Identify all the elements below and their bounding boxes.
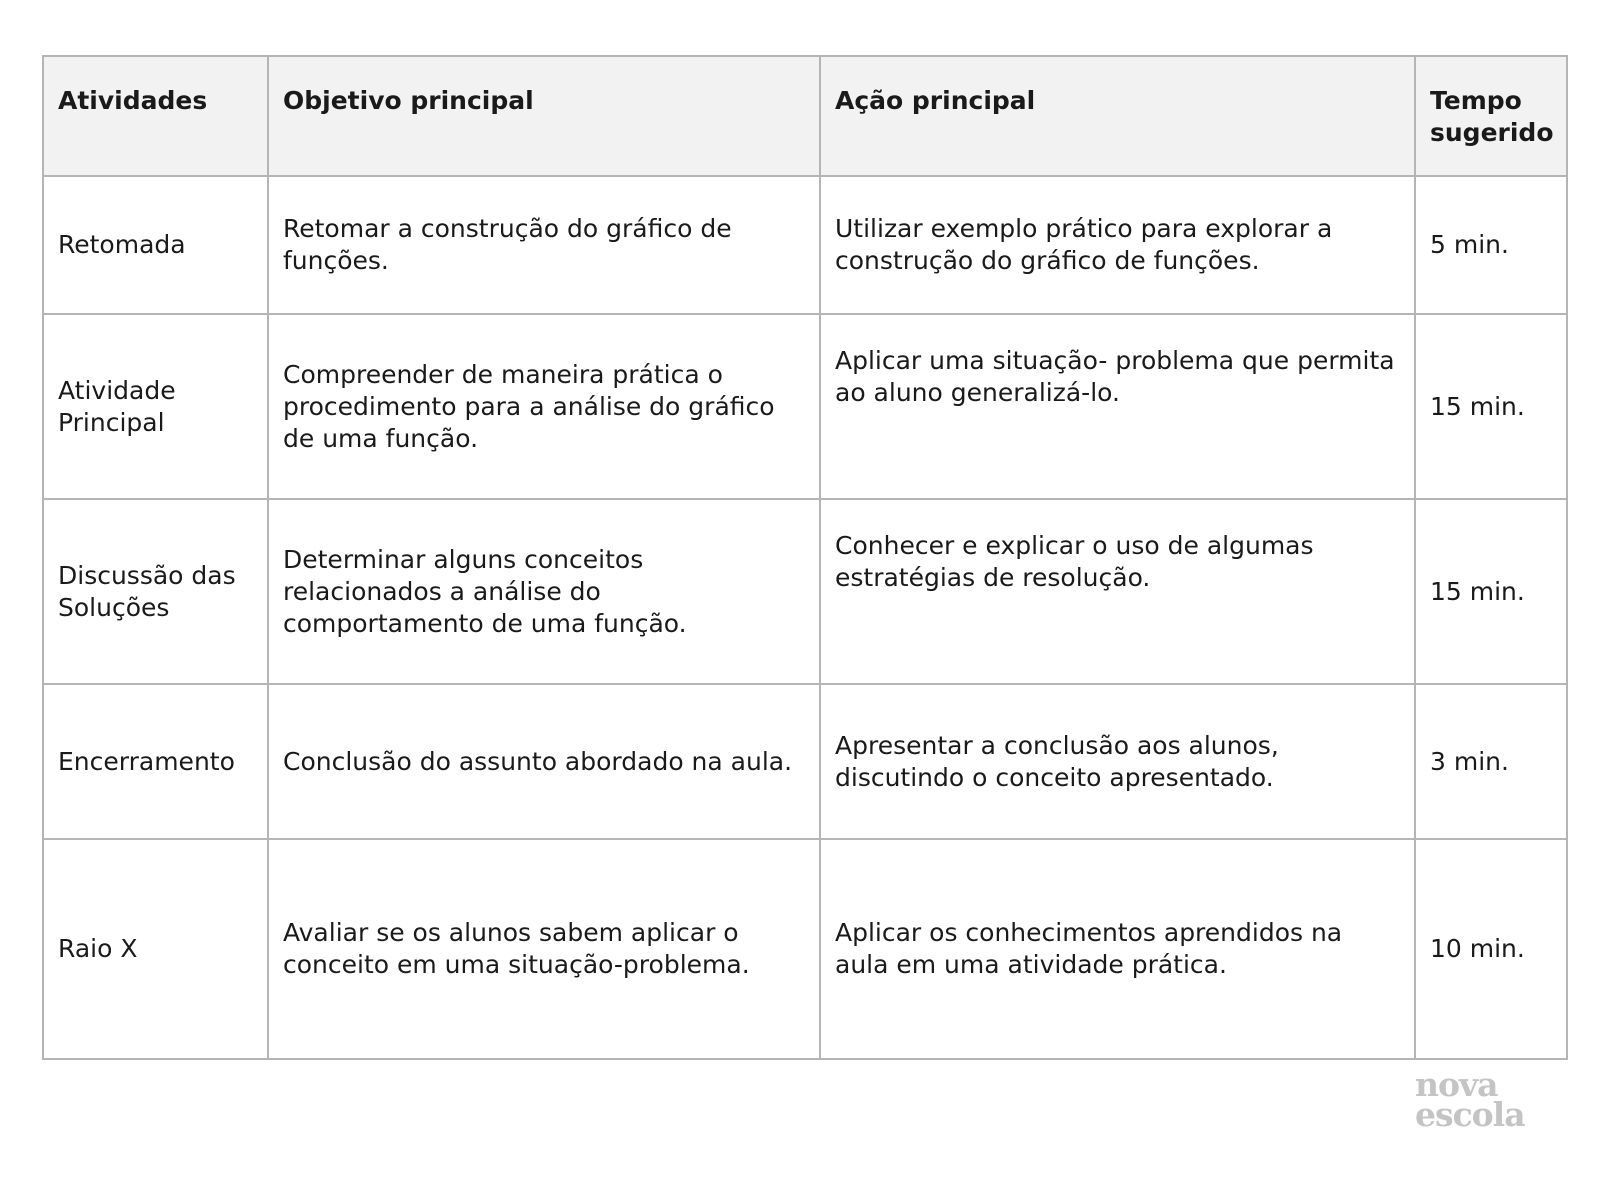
cell-atividade: Discussão das Soluções [43,499,268,684]
cell-objetivo: Determinar alguns conceitos relacionados a análise do comportamento de uma função. [268,499,820,684]
cell-acao: Aplicar uma situação- problema que permita ao aluno generalizá-lo. [820,314,1415,499]
nova-escola-logo [1415,1065,1535,1134]
table-row [43,839,1567,1059]
cell-tempo: 5 min. [1415,176,1567,314]
header-tempo-sugerido: Tempo sugerido [1415,56,1567,176]
cell-objetivo: Conclusão do assunto abordado na aula. [268,684,820,839]
cell-atividade: Encerramento [43,684,268,839]
table-row [43,684,1567,839]
header-objetivo-principal: Objetivo principal [268,56,820,176]
table-header-row [43,56,1567,176]
cell-acao: Utilizar exemplo prático para explorar a construção do gráfico de funções. [820,176,1415,314]
cell-acao: Apresentar a conclusão aos alunos, discutindo o conceito apresentado. [820,684,1415,839]
cell-objetivo: Retomar a construção do gráfico de funções. [268,176,820,314]
cell-acao: Aplicar os conhecimentos aprendidos na aula em uma atividade prática. [820,839,1415,1059]
header-acao-principal: Ação principal [820,56,1415,176]
cell-objetivo: Compreender de maneira prática o procedimento para a análise do gráfico de uma função. [268,314,820,499]
header-atividades: Atividades [43,56,268,176]
logo-line-escola: escola [1415,1095,1525,1134]
cell-tempo: 15 min. [1415,314,1567,499]
table-row [43,176,1567,314]
cell-tempo: 10 min. [1415,839,1567,1059]
cell-atividade: Retomada [43,176,268,314]
cell-tempo: 3 min. [1415,684,1567,839]
table-row [43,314,1567,499]
lesson-plan-table [42,55,1568,1060]
table-row [43,499,1567,684]
cell-tempo: 15 min. [1415,499,1567,684]
cell-atividade: Raio X [43,839,268,1059]
cell-objetivo: Avaliar se os alunos sabem aplicar o conceito em uma situação-problema. [268,839,820,1059]
cell-atividade: Atividade Principal [43,314,268,499]
logo-line-nova: nova [1415,1065,1498,1104]
cell-acao: Conhecer e explicar o uso de algumas estratégias de resolução. [820,499,1415,684]
